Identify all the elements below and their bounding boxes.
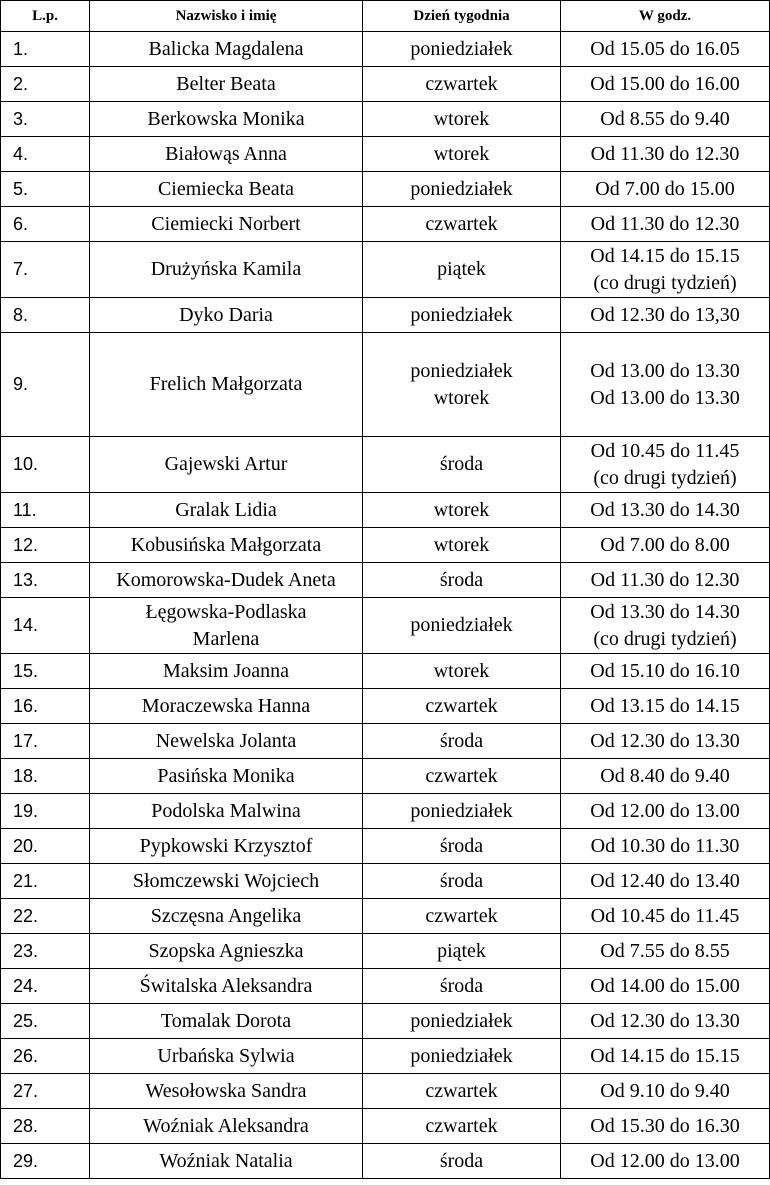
cell-hours	[561, 829, 770, 864]
name-line: Podolska Malwina	[151, 799, 301, 822]
name-line: Pypkowski Krzysztof	[139, 834, 313, 857]
cell-lp: 4.	[1, 137, 90, 172]
cell-day	[363, 242, 561, 298]
table-row	[1, 1004, 770, 1039]
name-line: Urbańska Sylwia	[157, 1044, 295, 1067]
cell-day	[363, 137, 561, 172]
cell-day	[363, 864, 561, 899]
cell-hours	[561, 794, 770, 829]
cell-lp: 5.	[1, 172, 90, 207]
table-row	[1, 67, 770, 102]
cell-lp: 6.	[1, 207, 90, 242]
name-line: Komorowska-Dudek Aneta	[116, 568, 336, 591]
hours-line: Od 13.30 do 14.30	[590, 600, 740, 623]
header-day: Dzień tygodnia	[363, 1, 561, 32]
hours-line: Od 15.10 do 16.10	[590, 659, 740, 682]
table-row	[1, 934, 770, 969]
cell-name	[90, 172, 363, 207]
hours-line: Od 9.10 do 9.40	[600, 1079, 730, 1102]
cell-day	[363, 563, 561, 598]
cell-day	[363, 333, 561, 437]
hours-line: Od 14.15 do 15.15	[590, 1044, 740, 1067]
cell-lp: 15.	[1, 654, 90, 689]
hours-line: Od 14.15 do 15.15	[590, 244, 740, 267]
name-line: Kobusińska Małgorzata	[130, 533, 322, 556]
cell-hours	[561, 528, 770, 563]
cell-name	[90, 598, 363, 654]
table-row	[1, 864, 770, 899]
cell-name	[90, 864, 363, 899]
cell-lp: 9.	[1, 333, 90, 437]
cell-hours	[561, 689, 770, 724]
cell-hours	[561, 493, 770, 528]
cell-hours	[561, 563, 770, 598]
cell-day	[363, 32, 561, 67]
cell-name	[90, 298, 363, 333]
hours-line: Od 15.30 do 16.30	[590, 1114, 740, 1137]
cell-lp: 16.	[1, 689, 90, 724]
day-line: poniedziałek	[410, 37, 513, 60]
cell-hours	[561, 934, 770, 969]
name-line: Białowąs Anna	[165, 142, 287, 165]
cell-lp: 29.	[1, 1144, 90, 1179]
table-row	[1, 829, 770, 864]
hours-line: Od 11.30 do 12.30	[590, 568, 740, 591]
name-line: Maksim Joanna	[162, 659, 290, 682]
day-line: wtorek	[433, 386, 490, 409]
table-row	[1, 724, 770, 759]
cell-hours	[561, 1144, 770, 1179]
name-line: Newelska Jolanta	[155, 729, 297, 752]
hours-line: Od 10.45 do 11.45	[590, 904, 740, 927]
cell-name	[90, 969, 363, 1004]
table-row	[1, 899, 770, 934]
header-lp: L.p.	[1, 1, 90, 32]
table-row	[1, 242, 770, 298]
table-row	[1, 794, 770, 829]
table-row	[1, 1074, 770, 1109]
cell-name	[90, 1074, 363, 1109]
day-line: czwartek	[425, 694, 498, 717]
name-line: Pasińska Monika	[157, 764, 295, 787]
name-line: Moraczewska Hanna	[141, 694, 311, 717]
hours-line: Od 7.00 do 15.00	[595, 177, 735, 200]
cell-day	[363, 102, 561, 137]
day-line: środa	[439, 568, 484, 591]
cell-day	[363, 899, 561, 934]
day-line: wtorek	[433, 659, 490, 682]
cell-lp: 20.	[1, 829, 90, 864]
cell-name	[90, 829, 363, 864]
cell-lp: 22.	[1, 899, 90, 934]
cell-name	[90, 934, 363, 969]
table-row	[1, 437, 770, 493]
day-line: czwartek	[425, 1114, 498, 1137]
cell-name	[90, 1039, 363, 1074]
table-row	[1, 689, 770, 724]
cell-name	[90, 1109, 363, 1144]
day-line: poniedziałek	[410, 303, 513, 326]
cell-lp: 7.	[1, 242, 90, 298]
cell-name	[90, 724, 363, 759]
cell-name	[90, 1144, 363, 1179]
cell-hours	[561, 864, 770, 899]
table-row	[1, 102, 770, 137]
cell-name	[90, 207, 363, 242]
table-row	[1, 1039, 770, 1074]
cell-day	[363, 437, 561, 493]
name-line: Gajewski Artur	[164, 453, 288, 475]
cell-name	[90, 689, 363, 724]
day-line: poniedziałek	[410, 177, 513, 200]
hours-line: Od 12.30 do 13.30	[590, 729, 740, 752]
name-line: Berkowska Monika	[147, 107, 305, 130]
cell-hours	[561, 137, 770, 172]
day-line: czwartek	[425, 764, 498, 787]
cell-lp: 12.	[1, 528, 90, 563]
cell-day	[363, 1039, 561, 1074]
cell-day	[363, 1109, 561, 1144]
cell-hours	[561, 1109, 770, 1144]
hours-line: Od 12.00 do 13.00	[590, 1149, 740, 1172]
cell-day	[363, 493, 561, 528]
day-line: środa	[439, 834, 484, 857]
table-row	[1, 1144, 770, 1179]
name-line: Świtalska Aleksandra	[139, 974, 313, 997]
day-line: środa	[439, 453, 484, 475]
day-line: wtorek	[433, 107, 490, 130]
table-header	[1, 1, 770, 32]
day-line: poniedziałek	[410, 1009, 513, 1032]
cell-day	[363, 794, 561, 829]
day-line: wtorek	[433, 142, 490, 165]
cell-name	[90, 1004, 363, 1039]
hours-line: Od 7.55 do 8.55	[600, 939, 730, 962]
cell-hours	[561, 969, 770, 1004]
cell-name	[90, 493, 363, 528]
cell-lp: 28.	[1, 1109, 90, 1144]
cell-lp: 21.	[1, 864, 90, 899]
hours-line: Od 11.30 do 12.30	[590, 142, 740, 165]
cell-day	[363, 759, 561, 794]
day-line: środa	[439, 729, 484, 752]
table-body	[1, 32, 770, 1179]
cell-day	[363, 1074, 561, 1109]
day-line: środa	[439, 1149, 484, 1172]
cell-day	[363, 724, 561, 759]
name-line: Balicka Magdalena	[148, 37, 304, 60]
cell-lp: 1.	[1, 32, 90, 67]
cell-day	[363, 528, 561, 563]
cell-lp: 10.	[1, 437, 90, 493]
table-row	[1, 598, 770, 654]
hours-line: Od 15.05 do 16.05	[590, 37, 740, 60]
cell-hours	[561, 1074, 770, 1109]
name-line: Łęgowska-Podlaska	[145, 600, 307, 623]
cell-name	[90, 242, 363, 298]
name-line: Szczęsna Angelika	[150, 904, 302, 927]
cell-lp: 8.	[1, 298, 90, 333]
cell-name	[90, 437, 363, 493]
name-line: Ciemiecka Beata	[157, 177, 295, 200]
header-row	[1, 1, 770, 32]
day-line: wtorek	[433, 498, 490, 521]
name-line: Woźniak Aleksandra	[143, 1114, 309, 1137]
hours-line: (co drugi tydzień)	[593, 271, 737, 294]
cell-lp: 26.	[1, 1039, 90, 1074]
cell-hours	[561, 207, 770, 242]
name-line: Szopska Agnieszka	[148, 939, 304, 962]
hours-line: Od 8.40 do 9.40	[600, 764, 730, 787]
cell-hours	[561, 32, 770, 67]
hours-line: (co drugi tydzień)	[593, 466, 737, 489]
hours-line: Od 11.30 do 12.30	[590, 212, 740, 235]
table-row	[1, 969, 770, 1004]
cell-lp: 2.	[1, 67, 90, 102]
name-line: Słomczewski Wojciech	[132, 869, 320, 892]
table-row	[1, 333, 770, 437]
cell-day	[363, 298, 561, 333]
cell-lp: 11.	[1, 493, 90, 528]
name-line: Marlena	[192, 627, 260, 650]
name-line: Ciemiecki Norbert	[151, 212, 301, 235]
table-row	[1, 32, 770, 67]
cell-name	[90, 32, 363, 67]
day-line: czwartek	[425, 212, 498, 235]
cell-hours	[561, 654, 770, 689]
cell-name	[90, 563, 363, 598]
name-line: Gralak Lidia	[175, 498, 277, 521]
name-line: Frelich Małgorzata	[149, 373, 303, 395]
cell-lp: 27.	[1, 1074, 90, 1109]
cell-hours	[561, 899, 770, 934]
cell-name	[90, 899, 363, 934]
cell-lp: 19.	[1, 794, 90, 829]
name-line: Dyko Daria	[179, 303, 273, 326]
table-row	[1, 298, 770, 333]
day-line: poniedziałek	[410, 614, 513, 636]
cell-hours	[561, 437, 770, 493]
cell-lp: 18.	[1, 759, 90, 794]
cell-name	[90, 137, 363, 172]
cell-hours	[561, 724, 770, 759]
cell-hours	[561, 759, 770, 794]
cell-lp: 23.	[1, 934, 90, 969]
cell-hours	[561, 1004, 770, 1039]
hours-line: Od 13.30 do 14.30	[590, 498, 740, 521]
table-row	[1, 207, 770, 242]
hours-line: Od 13.00 do 13.30	[590, 359, 740, 382]
cell-day	[363, 829, 561, 864]
hours-line: Od 10.45 do 11.45	[590, 439, 740, 462]
table-row	[1, 759, 770, 794]
hours-line: Od 14.00 do 15.00	[590, 974, 740, 997]
day-line: poniedziałek	[410, 1044, 513, 1067]
name-line: Belter Beata	[176, 72, 276, 95]
cell-lp: 25.	[1, 1004, 90, 1039]
table-row	[1, 493, 770, 528]
cell-day	[363, 172, 561, 207]
cell-name	[90, 102, 363, 137]
header-name: Nazwisko i imię	[90, 1, 363, 32]
cell-day	[363, 598, 561, 654]
day-line: czwartek	[425, 72, 498, 95]
cell-lp: 13.	[1, 563, 90, 598]
cell-name	[90, 794, 363, 829]
hours-line: (co drugi tydzień)	[593, 627, 737, 650]
table-row	[1, 654, 770, 689]
cell-name	[90, 654, 363, 689]
cell-hours	[561, 172, 770, 207]
cell-name	[90, 528, 363, 563]
name-line: Tomalak Dorota	[160, 1009, 292, 1032]
cell-lp: 14.	[1, 598, 90, 654]
cell-hours	[561, 1039, 770, 1074]
cell-day	[363, 689, 561, 724]
cell-day	[363, 1144, 561, 1179]
hours-line: Od 13.15 do 14.15	[590, 694, 740, 717]
day-line: piątek	[437, 258, 486, 280]
name-line: Wesołowska Sandra	[145, 1079, 307, 1102]
table-row	[1, 137, 770, 172]
cell-hours	[561, 298, 770, 333]
cell-hours	[561, 598, 770, 654]
cell-day	[363, 207, 561, 242]
header-hours: W godz.	[561, 1, 770, 32]
hours-line: Od 13.00 do 13.30	[590, 386, 740, 409]
cell-hours	[561, 102, 770, 137]
table-row	[1, 1109, 770, 1144]
table-row	[1, 172, 770, 207]
day-line: środa	[439, 869, 484, 892]
cell-day	[363, 934, 561, 969]
day-line: poniedziałek	[410, 799, 513, 822]
hours-line: Od 10.30 do 11.30	[590, 834, 740, 857]
hours-line: Od 12.30 do 13.30	[590, 1009, 740, 1032]
hours-line: Od 12.00 do 13.00	[590, 799, 740, 822]
cell-name	[90, 333, 363, 437]
day-line: poniedziałek	[410, 359, 513, 382]
cell-hours	[561, 242, 770, 298]
name-line: Woźniak Natalia	[159, 1149, 293, 1172]
cell-name	[90, 67, 363, 102]
cell-lp: 17.	[1, 724, 90, 759]
cell-name	[90, 759, 363, 794]
cell-lp: 24.	[1, 969, 90, 1004]
cell-hours	[561, 67, 770, 102]
cell-lp: 3.	[1, 102, 90, 137]
cell-day	[363, 1004, 561, 1039]
hours-line: Od 12.40 do 13.40	[590, 869, 740, 892]
hours-line: Od 15.00 do 16.00	[590, 72, 740, 95]
name-line: Drużyńska Kamila	[150, 258, 302, 280]
cell-hours	[561, 333, 770, 437]
table-row	[1, 563, 770, 598]
day-line: wtorek	[433, 533, 490, 556]
day-line: czwartek	[425, 904, 498, 927]
cell-day	[363, 969, 561, 1004]
cell-day	[363, 654, 561, 689]
table-row	[1, 528, 770, 563]
hours-line: Od 8.55 do 9.40	[600, 107, 730, 130]
hours-line: Od 12.30 do 13,30	[590, 303, 740, 326]
day-line: piątek	[437, 939, 486, 962]
day-line: środa	[439, 974, 484, 997]
day-line: czwartek	[425, 1079, 498, 1102]
hours-line: Od 7.00 do 8.00	[600, 533, 730, 556]
cell-day	[363, 67, 561, 102]
